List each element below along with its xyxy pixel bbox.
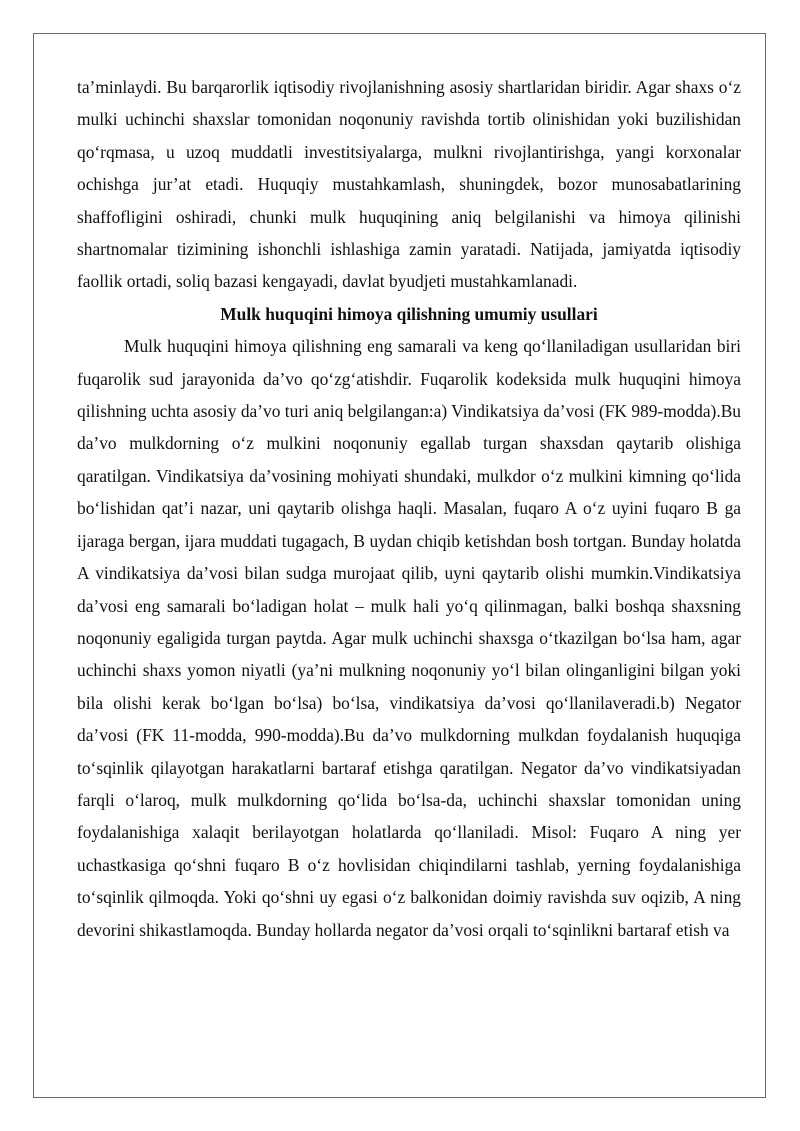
paragraph-main: Mulk huquqini himoya qilishning eng samarali va keng qo‘llaniladigan usullaridan biri fuqarolik sud jarayonida da’vo qo‘zg‘atishdir. Fuqarolik kodeksida mulk huquqini himoya qilishning uchta asosiy da’vo turi aniq belgilangan:a) Vindikatsiya da’vosi (FK 989-modda).Bu da’vo mulkdorning o‘z mulkini noqonuniy egallab turgan shaxsdan qaytarib olishiga qaratilgan. Vindikatsiya da’vosining mohiyati shundaki, mulkdor o‘z mulkini kimning qo‘lida bo‘lishidan qat’i nazar, uni qaytarib olishga haqli. Masalan, fuqaro A o‘z uyini fuqaro B ga ijaraga bergan, ijara muddati tugagach, B uydan chiqib ketishdan bosh tortgan. Bunday holatda A vindikatsiya da’vosi bilan sudga murojaat qilib, uyni qaytarib olishi mumkin.Vindikatsiya da’vosi eng samarali bo‘ladigan holat – mulk hali yo‘q qilinmagan, balki boshqa shaxsning noqonuniy egaligida turgan paytda. Agar mulk uchinchi shaxsga o‘tkazilgan bo‘lsa ham, agar uchinchi shaxs yomon niyatli (ya’ni mulkning noqonuniy yo‘l bilan olinganligini bilgan yoki bila olishi kerak bo‘lgan bo‘lsa) bo‘lsa, vindikatsiya da’vosi qo‘llanilaveradi.b) Negator da’vosi (FK 11-modda, 990-modda).Bu da’vo mulkdorning mulkdan foydalanish huquqiga to‘sqinlik qilayotgan harakatlarni bartaraf etishga qaratilgan. Negator da’vo vindikatsiyadan farqli o‘laroq, mulk mulkdorning qo‘lida bo‘lsa-da, uchinchi shaxslar tomonidan uning foydalanishiga xalaqit berilayotgan holatlarda qo‘llaniladi. Misol: Fuqaro A ning yer uchastkasiga qo‘shni fuqaro B o‘z hovlisidan chiqindilarni tashlab, yerning foydalanishiga to‘sqinlik qilmoqda. Yoki qo‘shni uy egasi o‘z balkonidan doimiy ravishda suv oqizib, A ning devorini shikastlamoqda. Bunday hollarda negator da’vosi orqali to‘sqinlikni bartaraf etish va bbox=[77, 336, 741, 940]
paragraph-intro: ta’minlaydi. Bu barqarorlik iqtisodiy rivojlanishning asosiy shartlaridan biridir. Agar shaxs o‘z mulki uchinchi shaxslar tomonidan noqonuniy ravishda tortib olinishidan yoki buzilishidan qo‘rqmasa, u uzoq muddatli investitsiyalarga, mulkni rivojlantirishga, yangi korxonalar ochishga jur’at etadi. Huquqiy mustahkamlash, shuningdek, bozor munosabatlarining shaffofligini oshiradi, chunki mulk huquqining aniq belgilanishi va himoya qilinishi shartnomalar tizimining ishonchli ishlashiga zamin yaratadi. Natijada, jamiyatda iqtisodiy faollik ortadi, soliq bazasi kengayadi, davlat byudjeti mustahkamlanadi. bbox=[77, 77, 741, 292]
document-body bbox=[77, 71, 741, 946]
section-heading: Mulk huquqini himoya qilishning umumiy usullari bbox=[220, 303, 598, 324]
